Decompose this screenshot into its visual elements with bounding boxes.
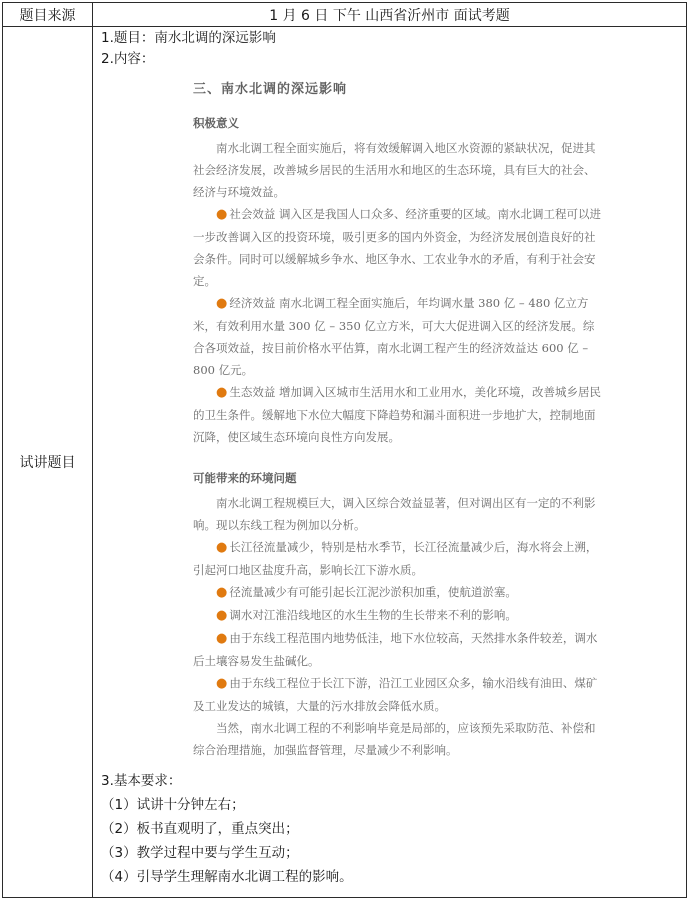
requirement-item: （3）教学过程中要与学生互动； [101, 845, 299, 861]
section2-bullet: ● 径流量减少有可能引起长江泥沙淤积加重，使航道淤塞。 [216, 585, 517, 600]
topic-line: 1.题目：南水北调的深远影响 [101, 30, 276, 46]
exam-table [2, 2, 687, 898]
header-row [3, 3, 687, 27]
requirement-item: （4）引导学生理解南水北调工程的影响。 [101, 869, 353, 885]
section1-bullet: ● 经济效益 南水北调工程全面实施后，年均调水量 380 亿 – 480 亿立方米，有效利用水量 300 亿 – 350 亿立方米，可大大促进调入区的经济发展。综合各项效益，按目前价格水平估算，南水北调工程产生的经济效益达 600 亿 – 800 亿元。 [193, 296, 595, 377]
section2-outro: 当然，南水北调工程的不利影响毕竟是局部的，应该预先采取防范、补偿和综合治理措施，加强监督管理，尽量减少不利影响。 [193, 721, 596, 757]
topic-label: 试讲题目 [3, 27, 93, 898]
bullet-dot-icon: ● [216, 385, 228, 400]
section2-bullet: ● 由于东线工程位于长江下游，沿江工业园区众多，输水沿线有油田、煤矿及工业发达的城镇，大量的污水排放会降低水质。 [193, 676, 598, 713]
section2-bullet: ● 调水对江淮沿线地区的水生生物的生长带来不利的影响。 [216, 608, 517, 623]
section1-bullet: ● 社会效益 调入区是我国人口众多、经济重要的区域。南水北调工程可以进一步改善调入区的投资环境，吸引更多的国内外资金，为经济发展创造良好的社会条件。同时可以缓解城乡争水、地区争水、工农业争水的矛盾，有利于社会安定。 [193, 207, 601, 288]
bullet-dot-icon: ● [216, 585, 228, 600]
section1-bullet: ● 生态效益 增加调入区城市生活用水和工业用水，美化环境，改善城乡居民的卫生条件。缓解地下水位大幅度下降趋势和漏斗面积进一步地扩大，控制地面沉降，使区域生态环境向良性方向发展。 [193, 385, 601, 444]
content-label: 2.内容： [101, 51, 155, 67]
section2-intro: 南水北调工程规模巨大，调入区综合效益显著，但对调出区有一定的不利影响。现以东线工程为例加以分析。 [193, 496, 596, 532]
requirements-title: 3.基本要求： [101, 773, 182, 789]
requirement-item: （1）试讲十分钟左右； [101, 797, 245, 813]
topic-content [93, 27, 687, 898]
section2-bullet: ● 由于东线工程范围内地势低洼，地下水位较高，天然排水条件较差，调水后土壤容易发生盐碱化。 [193, 631, 598, 668]
excerpt-title: 三、南水北调的深远影响 [193, 82, 348, 97]
section2-title: 可能带来的环境问题 [193, 471, 297, 485]
bullet-dot-icon: ● [216, 608, 228, 623]
section1-title: 积极意义 [193, 116, 239, 130]
topic-row [3, 27, 687, 898]
section2-bullet: ● 长江径流量减少，特别是枯水季节，长江径流量减少后，海水将会上溯，引起河口地区盐度升高，影响长江下游水质。 [193, 540, 598, 577]
bullet-dot-icon: ● [216, 631, 228, 646]
requirement-item: （2）板书直观明了，重点突出； [101, 821, 299, 837]
bullet-dot-icon: ● [216, 207, 228, 222]
textbook-excerpt [193, 78, 605, 761]
source-label: 题目来源 [3, 3, 93, 27]
bullet-dot-icon: ● [216, 676, 228, 691]
section1-intro: 南水北调工程全面实施后，将有效缓解调入地区水资源的紧缺状况，促进其社会经济发展，改善城乡居民的生活用水和地区的生态环境，具有巨大的社会、经济与环境效益。 [193, 141, 596, 199]
source-value: 1 月 6 日 下午 山西省沂州市 面试考题 [93, 3, 687, 27]
bullet-dot-icon: ● [216, 540, 228, 555]
bullet-dot-icon: ● [216, 296, 228, 311]
